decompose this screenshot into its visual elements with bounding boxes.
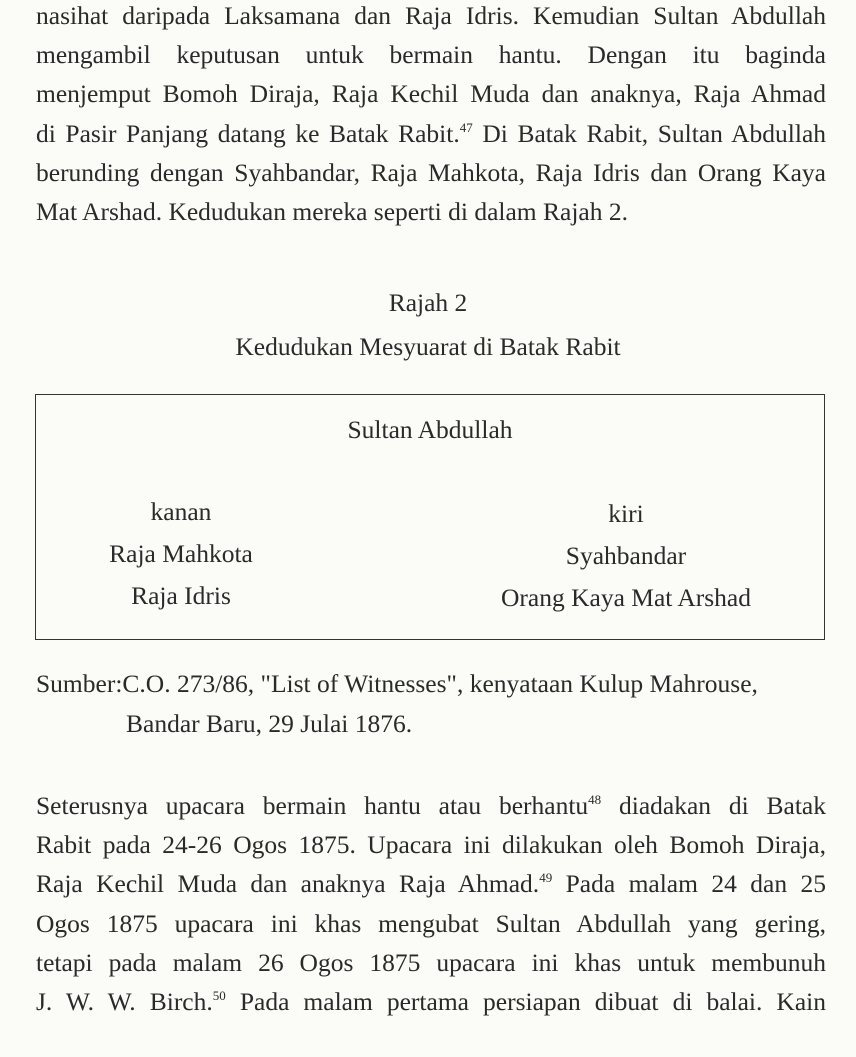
paragraph-line: Ogos 1875 upacara ini khas mengubat Sultan Abdullah yang gering,	[36, 908, 826, 938]
source-prefix: Sumber:	[36, 669, 123, 698]
paragraph-line-with-footnote	[36, 864, 826, 903]
source-citation: C.O. 273/86, "List of Witnesses", kenyataan Kulup Mahrouse,	[122, 669, 758, 698]
figure-label: Rajah 2	[388, 288, 468, 317]
diagram-top-name: Sultan Abdullah	[347, 415, 513, 444]
paragraph-text: Seterusnya upacara bermain hantu atau berhantu	[36, 791, 589, 820]
figure-caption: Kedudukan Mesyuarat di Batak Rabit	[235, 332, 621, 361]
seating-diagram	[35, 394, 825, 640]
paragraph-text: J. W. W. Birch.	[36, 987, 213, 1017]
paragraph-line-with-footnote	[36, 114, 826, 153]
top-paragraph	[36, 0, 826, 231]
paragraph-line: berunding dengan Syahbandar, Raja Mahkota, Raja Idris dan Orang Kaya	[36, 157, 826, 187]
paragraph-line: nasihat daripada Laksamana dan Raja Idris. Kemudian Sultan Abdullah	[36, 1, 826, 30]
paragraph-text: Pada malam 24 dan 25	[552, 869, 827, 899]
footnote-ref-47: 47	[459, 119, 473, 135]
source-line	[36, 666, 826, 702]
paragraph-line-with-footnote	[36, 786, 826, 825]
paragraph-line: Rabit pada 24-26 Ogos 1875. Upacara ini dilakukan oleh Bomoh Diraja,	[36, 830, 826, 860]
diagram-left-name: Raja Mahkota	[109, 539, 253, 568]
paragraph-text: Pada malam pertama persiapan dibuat di balai. Kain	[225, 987, 826, 1017]
footnote-ref-49: 49	[539, 870, 553, 886]
source-line: Bandar Baru, 29 Julai 1876.	[126, 709, 413, 738]
paragraph-text: Raja Kechil Muda dan anaknya Raja Ahmad.	[36, 869, 540, 899]
paragraph-text: di Pasir Panjang datang ke Batak Rabit.	[36, 118, 460, 148]
diagram-right-name: Orang Kaya Mat Arshad	[501, 583, 751, 612]
footnote-ref-50: 50	[212, 988, 226, 1004]
paragraph-line-with-footnote	[36, 982, 826, 1021]
paragraph-text: Di Batak Rabit, Sultan Abdullah	[482, 118, 827, 148]
footnote-ref-48: 48	[588, 792, 602, 807]
bottom-paragraph	[36, 786, 826, 1021]
diagram-left-name: Raja Idris	[131, 581, 231, 610]
diagram-left-heading: kanan	[150, 497, 212, 526]
paragraph-text: diadakan di Batak	[601, 791, 826, 820]
paragraph-line: mengambil keputusan untuk bermain hantu. Dengan itu baginda	[36, 40, 826, 70]
diagram-right-name: Syahbandar	[565, 541, 687, 570]
paragraph-line: menjemput Bomoh Diraja, Raja Kechil Muda dan anaknya, Raja Ahmad	[36, 79, 826, 109]
paragraph-line: Mat Arshad. Kedudukan mereka seperti di dalam Rajah 2.	[36, 197, 628, 227]
paragraph-line: tetapi pada malam 26 Ogos 1875 upacara ini khas untuk membunuh	[36, 947, 826, 977]
diagram-right-heading: kiri	[608, 499, 644, 528]
figure-source	[36, 666, 826, 742]
